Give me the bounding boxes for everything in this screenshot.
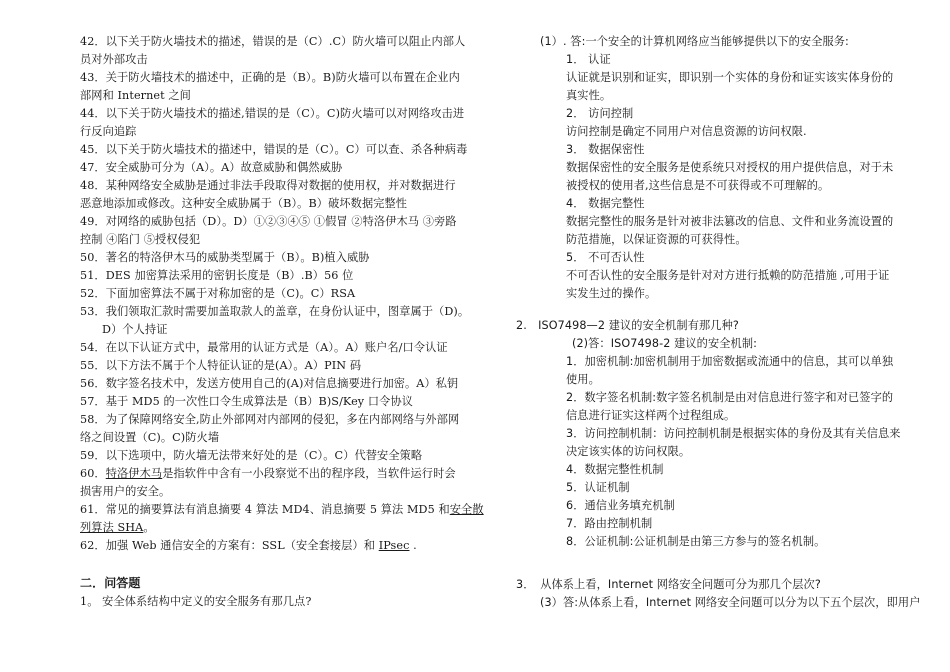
- service-1-desc-line1: 认证就是识别和证实，即识别一个实体的身份和证实该实体身份的: [566, 71, 894, 84]
- question-59: 59．以下选项中，防火墙无法带来好处的是（C）。C）代替安全策略: [80, 449, 423, 462]
- question-60-prefix: 60．: [80, 467, 106, 480]
- question-49-line2: 控制 ④陷门 ⑤授权侵犯: [80, 233, 201, 246]
- question-51: 51．DES 加密算法采用的密钥长度是（B）.B）56 位: [80, 269, 354, 282]
- service-1-title: 1． 认证: [566, 53, 611, 66]
- question-62: [80, 537, 417, 555]
- question-50: 50．著名的特洛伊木马的威胁类型属于（B）。B)植入威胁: [80, 251, 370, 264]
- question-42-line2: 员对外部攻击: [80, 53, 148, 66]
- question-54: 54．在以下认证方式中，最常用的认证方式是（A）。A）账户名/口令认证: [80, 341, 448, 354]
- mechanism-4: 4．数据完整性机制: [566, 463, 664, 476]
- question-61-line2: [80, 519, 155, 537]
- question-61-suffix: 。: [143, 521, 155, 534]
- mechanism-1-line2: 使用。: [566, 373, 600, 386]
- mechanism-3-line2: 决定该实体的访问权限。: [566, 445, 691, 458]
- service-2-title: 2． 访问控制: [566, 107, 634, 120]
- mechanism-3-line1: 3．访问控制机制：访问控制机制是根据实体的身份及其有关信息来: [566, 427, 901, 440]
- question-57: 57．基于 MD5 的一次性口令生成算法是（B）B)S/Key 口令协议: [80, 395, 414, 408]
- mechanism-8: 8．公证机制:公证机制是由第三方参与的签名机制。: [566, 535, 826, 548]
- answer-3-intro: (3）答:从体系上看，Internet 网络安全问题可以分为以下五个层次，即用户: [540, 596, 921, 609]
- qa-question-3: 3． 从体系上看，Internet 网络安全问题可分为那几个层次?: [516, 578, 821, 591]
- service-5-desc-line1: 不可否认性的安全服务是针对对方进行抵赖的防范措施 ,可用于证: [566, 269, 890, 282]
- question-61-line1: [80, 501, 484, 519]
- section-heading-qa: 二．问答题: [80, 576, 141, 590]
- question-48-line1: 48．某种网络安全威胁是通过非法手段取得对数据的使用权，并对数据进行: [80, 179, 456, 192]
- question-55: 55．以下方法不属于个人特征认证的是(A）。A）PIN 码: [80, 359, 362, 372]
- sha-term-part2: 列算法 SHA: [80, 521, 144, 534]
- mechanism-1-line1: 1．加密机制:加密机制用于加密数据或流通中的信息，其可以单独: [566, 355, 894, 368]
- question-58-line2: 络之间设置（C)。C)防火墙: [80, 431, 220, 444]
- question-60-suffix: 是指软件中含有一小段察觉不出的程序段，当软件运行时会: [162, 467, 456, 480]
- mechanism-2-line2: 信息进行证实这样两个过程组成。: [566, 409, 736, 422]
- question-58-line1: 58．为了保障网络安全,防止外部网对内部网的侵犯，多在内部网络与外部网: [80, 413, 460, 426]
- question-56: 56．数字签名技术中，发送方使用自己的(A)对信息摘要进行加密。A）私钥: [80, 377, 459, 390]
- service-4-desc-line1: 数据完整性的服务是针对被非法篡改的信息、文件和业务流设置的: [566, 215, 894, 228]
- question-53-line1: 53．我们领取汇款时需要加盖取款人的盖章，在身份认证中，图章属于（D)。: [80, 305, 470, 318]
- mechanism-6: 6．通信业务填充机制: [566, 499, 675, 512]
- service-5-desc-line2: 实发生过的操作。: [566, 287, 657, 300]
- service-2-desc: 访问控制是确定不同用户对信息资源的访问权限.: [566, 125, 807, 138]
- qa-question-2: 2. ISO7498—2 建议的安全机制有那几种?: [516, 319, 739, 332]
- question-52: 52．下面加密算法不属于对称加密的是（C)。C）RSA: [80, 287, 356, 300]
- service-1-desc-line2: 真实性。: [566, 89, 612, 102]
- qa-question-1: 1。 安全体系结构中定义的安全服务有那几点?: [80, 595, 312, 608]
- question-45: 45．以下关于防火墙技术的描述中，错误的是（C）。C）可以查、杀各种病毒: [80, 143, 468, 156]
- question-42-line1: 42．以下关于防火墙技术的描述，错误的是（C）.C）防火墙可以阻止内部人: [80, 35, 466, 48]
- question-61-prefix: 61．常见的摘要算法有消息摘要 4 算法 MD4、消息摘要 5 算法 MD5 和: [80, 503, 450, 516]
- question-62-prefix: 62．加强 Web 通信安全的方案有：SSL（安全套接层）和: [80, 539, 379, 552]
- question-62-suffix: .: [409, 539, 417, 552]
- mechanism-5: 5．认证机制: [566, 481, 630, 494]
- question-48-line2: 恶意地添加或修改。这种安全威胁属于（B）。B）破坏数据完整性: [80, 197, 408, 210]
- service-4-title: 4． 数据完整性: [566, 197, 645, 210]
- service-4-desc-line2: 防范措施，以保证资源的可获得性。: [566, 233, 747, 246]
- question-49-line1: 49．对网络的威胁包括（D）。D）①②③④⑤ ①假冒 ②特洛伊木马 ③旁路: [80, 215, 457, 228]
- ipsec-term: IPsec: [378, 539, 410, 552]
- question-43-line2: 部网和 Internet 之间: [80, 89, 191, 102]
- service-3-title: 3． 数据保密性: [566, 143, 645, 156]
- question-53-line2: D）个人持证: [102, 323, 168, 336]
- question-43-line1: 43．关于防火墙技术的描述中，正确的是（B）。B)防火墙可以布置在企业内: [80, 71, 460, 84]
- question-44-line2: 行反向追踪: [80, 125, 137, 138]
- service-5-title: 5． 不可否认性: [566, 251, 645, 264]
- trojan-term: 特洛伊木马: [105, 467, 163, 480]
- question-44-line1: 44．以下关于防火墙技术的描述,错误的是（C）。C)防火墙可以对网络攻击进: [80, 107, 465, 120]
- answer-2-intro: (2)答：ISO7498-2 建议的安全机制:: [572, 337, 757, 350]
- question-47: 47．安全威胁可分为（A）。A）故意威胁和偶然威胁: [80, 161, 343, 174]
- question-60-line2: 损害用户的安全。: [80, 485, 171, 498]
- sha-term-part1: 安全散: [449, 503, 484, 516]
- service-3-desc-line2: 被授权的使用者,这些信息是不可获得或不可理解的。: [566, 179, 830, 192]
- mechanism-2-line1: 2．数字签名机制:数字签名机制是由对信息进行签字和对已签字的: [566, 391, 894, 404]
- service-3-desc-line1: 数据保密性的安全服务是使系统只对授权的用户提供信息，对于未: [566, 161, 894, 174]
- answer-1-intro: (1）. 答:一个安全的计算机网络应当能够提供以下的安全服务:: [540, 35, 849, 48]
- mechanism-7: 7．路由控制机制: [566, 517, 653, 530]
- question-60-line1: [80, 465, 456, 483]
